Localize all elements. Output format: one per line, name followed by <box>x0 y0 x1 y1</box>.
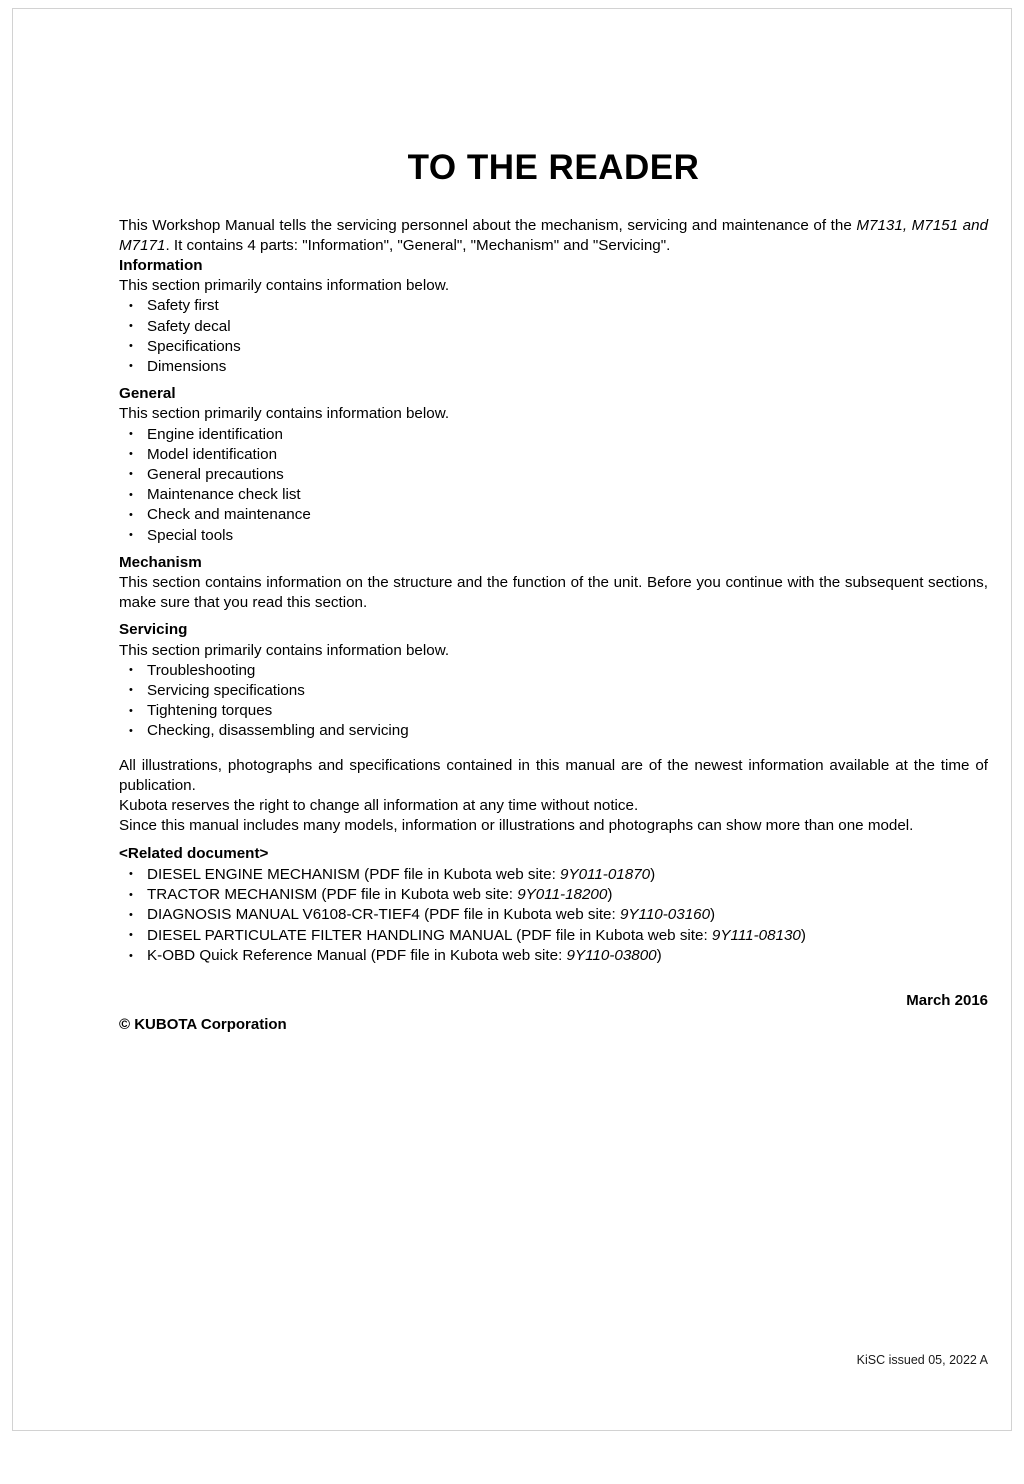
intro-text-after: . It contains 4 parts: "Information", "General", "Mechanism" and "Servicing". <box>165 236 671 254</box>
spacer <box>119 836 988 844</box>
bullet-list-servicing <box>119 661 988 742</box>
document-suffix: ) <box>710 906 716 924</box>
section-lead-servicing: This section primarily contains information below. <box>119 641 450 659</box>
list-item <box>119 905 988 925</box>
section-general <box>119 384 988 546</box>
model-numbers: M7131, M7151 and M7171 <box>119 216 989 254</box>
related-documents-heading: <Related document> <box>119 845 269 863</box>
list-item: • Troubleshooting <box>119 661 988 681</box>
list-item: • Special tools <box>119 526 988 546</box>
list-item: • Dimensions <box>119 357 988 377</box>
spacer <box>119 742 988 756</box>
copyright-notice: © KUBOTA Corporation <box>119 1015 287 1033</box>
document-prefix: (PDF file in Kubota web site: <box>359 865 561 883</box>
related-documents-list <box>119 865 988 967</box>
list-item <box>119 885 988 905</box>
document-suffix: ) <box>607 886 613 903</box>
notice-right-to-change: Kubota reserves the right to change all information at any time without notice. <box>119 796 639 814</box>
notices-block <box>119 756 988 837</box>
document-code: 9Y011-18200 <box>517 886 608 903</box>
document-suffix: ) <box>650 865 656 883</box>
document-name: K-OBD Quick Reference Manual <box>147 947 367 965</box>
list-item <box>119 926 988 946</box>
document-name: TRACTOR MECHANISM <box>147 886 318 903</box>
document-prefix: (PDF file in Kubota web site: <box>419 906 620 924</box>
list-item: • Servicing specifications <box>119 681 988 701</box>
document-suffix: ) <box>656 947 662 965</box>
page-footer-note: KiSC issued 05, 2022 A <box>856 1353 988 1367</box>
document-code: 9Y111-08130 <box>711 926 801 944</box>
document-prefix: (PDF file in Kubota web site: <box>366 947 567 965</box>
document-prefix: (PDF file in Kubota web site: <box>317 886 518 903</box>
document-suffix: ) <box>800 926 806 944</box>
notice-many-models: Since this manual includes many models, information or illustrations and photographs can show more than one model. <box>119 817 914 835</box>
page-title: TO THE READER <box>407 148 700 187</box>
intro-paragraph <box>119 188 988 256</box>
list-item: • Specifications <box>119 337 988 357</box>
document-name: DIAGNOSIS MANUAL V6108-CR-TIEF4 <box>147 906 420 924</box>
section-heading-servicing: Servicing <box>119 621 188 639</box>
bullet-list-general <box>119 425 988 546</box>
publication-date: March 2016 <box>906 991 988 1009</box>
document-prefix: (PDF file in Kubota web site: <box>511 926 712 944</box>
list-item: • Safety decal <box>119 317 988 337</box>
page-content <box>119 9 988 1035</box>
section-servicing <box>119 620 988 741</box>
section-lead-information: This section primarily contains information below. <box>119 277 450 295</box>
section-heading-mechanism: Mechanism <box>119 553 202 571</box>
document-code: 9Y110-03800 <box>566 947 657 965</box>
document-name: DIESEL ENGINE MECHANISM <box>147 865 360 883</box>
section-heading-general: General <box>119 385 176 403</box>
list-item: • Maintenance check list <box>119 485 988 505</box>
section-information <box>119 256 988 377</box>
section-mechanism <box>119 553 988 614</box>
list-item: • General precautions <box>119 465 988 485</box>
list-item: • Tightening torques <box>119 701 988 721</box>
list-item: • Safety first <box>119 296 988 316</box>
document-code: 9Y011-01870 <box>560 865 651 883</box>
notice-newest-information: All illustrations, photographs and specifications contained in this manual are of the newest information available at the time of publication. <box>119 756 988 794</box>
related-documents-block <box>119 844 988 966</box>
section-paragraph-mechanism: This section contains information on the structure and the function of the unit. Before you continue with the subsequent sections, make sure that you read this section. <box>119 573 988 612</box>
list-item: • Check and maintenance <box>119 505 988 525</box>
list-item: • Checking, disassembling and servicing <box>119 721 988 741</box>
document-name: DIESEL PARTICULATE FILTER HANDLING MANUAL <box>147 926 512 944</box>
list-item <box>119 946 988 966</box>
list-item: • Engine identification <box>119 425 988 445</box>
bullet-list-information <box>119 296 988 377</box>
list-item <box>119 865 988 885</box>
intro-text-before: This Workshop Manual tells the servicing personnel about the mechanism, servicing and maintenance of the <box>119 216 857 234</box>
document-code: 9Y110-03160 <box>619 906 711 924</box>
list-item: • Model identification <box>119 445 988 465</box>
page-sheet <box>12 8 1012 1431</box>
section-lead-general: This section primarily contains information below. <box>119 405 450 423</box>
section-heading-information: Information <box>119 256 203 274</box>
